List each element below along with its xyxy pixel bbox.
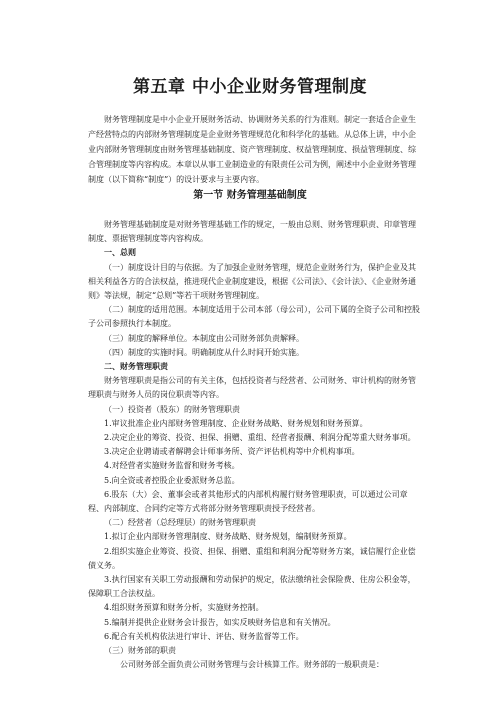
paragraph: 财务管理职责是指公司的有关主体，包括投资者与经营者、公司财务、审计机构的财务管理职责与财务人员的岗位职责等内容。 (88, 376, 416, 400)
list-item: 4.组织财务预算和财务分析，实施财务控制。 (104, 603, 264, 613)
paragraph: （三）制度的解释单位。本制度由公司财务部负责解释。 (104, 333, 304, 343)
list-item: 6.股东（大）会、董事会或者其他形式的内部机构履行财务管理职责，可以通过公司章程、内部制度、合同约定等方式将部分财务管理职责授予经营者。 (88, 489, 408, 514)
section-body (88, 218, 420, 673)
chapter-title: 第五章 中小企业财务管理制度 (133, 77, 367, 97)
paragraph: （四）制度的实施时间。明确制度从什么时间开始实施。 (104, 347, 304, 357)
heading-general: 一、总则 (104, 248, 136, 258)
list-item: 3.决定企业聘请或者解聘会计师事务所、资产评估机构等中介机构事项。 (104, 447, 360, 457)
intro-paragraph: 财务管理制度是中小企业开展财务活动、协调财务关系的行为准则。制定一套适合企业生产经营特点的内部财务管理制度是企业财务管理规范化和科学化的基础。从总体上讲，中小企业内部财务管理制度由财务管理基础制度、资产管理制度、权益管理制度、损益管理制度、综合管理制度等内容构成。本章以从事工业制造业的有限责任公司为例，阐述中小企业财务管理制度（以下简称“制度”）的设计要求与主要内容。 (88, 115, 416, 184)
paragraph: （二）制度的适用范围。本制度适用于公司本部（母公司），公司下属的全资子公司和控股子公司参照执行本制度。 (88, 305, 420, 329)
list-item: 5.编制并提供企业财务会计报告，如实反映财务信息和有关情况。 (104, 617, 336, 627)
list-item: 2.组织实施企业筹资、投资、担保、捐赠、重组和利润分配等财务方案，诚信履行企业偿债义务。 (88, 546, 416, 570)
subheading: （三）财务部的职责 (104, 646, 176, 656)
list-item: 6.配合有关机构依法进行审计、评估、财务监督等工作。 (104, 631, 304, 641)
paragraph: 公司财务部全面负责公司财务管理与会计核算工作。财务部的一般职责是： (120, 660, 384, 670)
subheading: （一）投资者（股东）的财务管理职责 (104, 404, 240, 414)
list-item: 2.决定企业的筹资、投资、担保、捐赠、重组、经营者报酬、利润分配等重大财务事项。 (104, 433, 416, 443)
paragraph: 财务管理基础制度是对财务管理基础工作的规定，一般由总则、财务管理职责、印章管理制度、票据管理制度等内容构成。 (88, 220, 416, 244)
list-item: 3.执行国家有关职工劳动报酬和劳动保护的规定，依法缴纳社会保险费、住房公积金等，保障职工合法权益。 (88, 575, 416, 599)
subheading: （二）经营者（总经理层）的财务管理职责 (104, 518, 256, 528)
list-item: 4.对经营者实施财务监督和财务考核。 (104, 461, 240, 471)
section-title: 第一节 财务管理基础制度 (193, 190, 307, 201)
list-item: 5.向全资或者控股企业委派财务总监。 (104, 475, 240, 485)
heading-financial-duties: 二、财务管理职责 (104, 362, 168, 372)
list-item: 1.拟订企业内部财务管理制度、财务战略、财务规划，编制财务预算。 (104, 532, 352, 542)
paragraph: （一）制度设计目的与依据。为了加强企业财务管理，规范企业财务行为，保护企业及其相关利益各方的合法权益，推进现代企业制度建设，根据《公司法》、《会计法》、《企业财务通则》等法规，制定“总则”等若干项财务管理制度。 (88, 262, 416, 301)
list-item: 1.审议批准企业内部财务管理制度、企业财务战略、财务规划和财务预算。 (104, 418, 368, 428)
